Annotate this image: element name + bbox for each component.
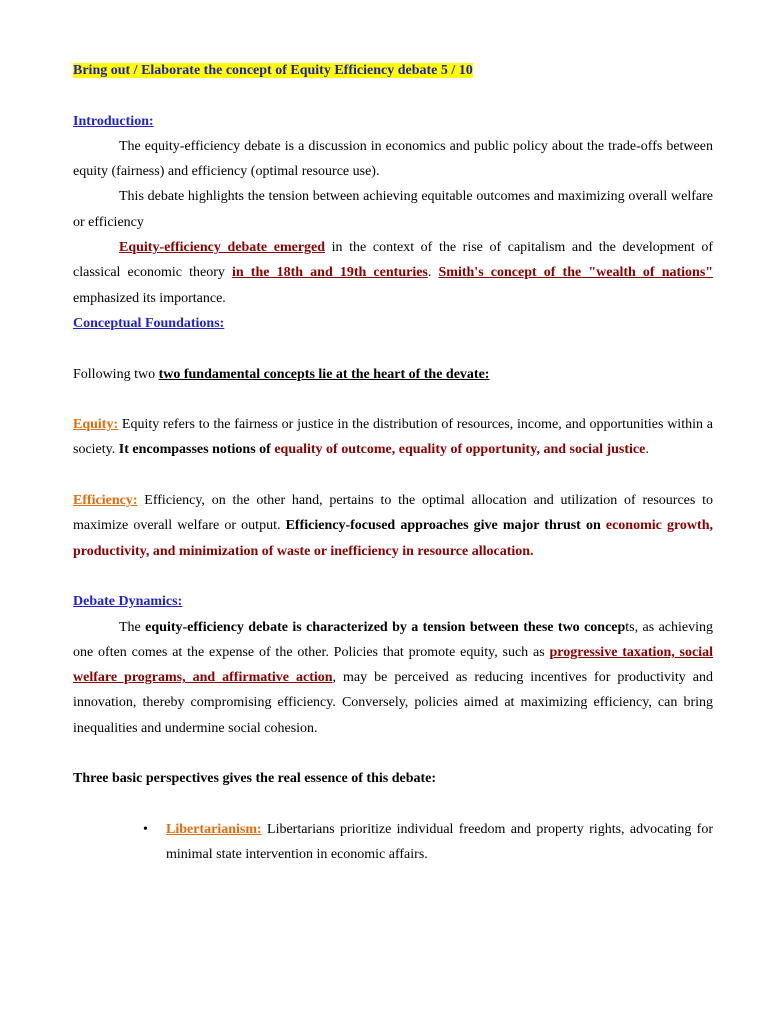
intro-p3-text-1: in the context of the rise of capitalism and the development of classical economic theory bbox=[73, 240, 714, 281]
spacer bbox=[73, 336, 713, 361]
spacer bbox=[73, 387, 713, 412]
conceptual-lead-emphasis: two fundamental concepts lie at the heart of the devate: bbox=[158, 366, 490, 382]
conceptual-lead bbox=[73, 362, 713, 387]
efficiency-bold-text: Efficiency-focused approaches give major thrust on bbox=[285, 518, 606, 534]
dynamics-heading-text: Debate Dynamics: bbox=[73, 594, 183, 610]
list-item bbox=[143, 817, 713, 868]
list-item-label: Libertarianism: bbox=[166, 821, 262, 837]
introduction-heading-text: Introduction: bbox=[73, 113, 154, 129]
dynamics-paragraph bbox=[73, 615, 713, 741]
equity-bold-text: It encompasses notions of bbox=[118, 442, 275, 458]
equity-paragraph bbox=[73, 412, 713, 463]
perspectives-list bbox=[73, 817, 713, 868]
introduction-heading bbox=[73, 109, 713, 134]
intro-paragraph-1: The equity-efficiency debate is a discussion in economics and public policy about the trade-offs between equity (fairness) and efficiency (optimal resource use). bbox=[73, 138, 713, 180]
intro-p3-emphasis-3: Smith's concept of the "wealth of nations" bbox=[438, 265, 714, 281]
equity-end: . bbox=[645, 442, 649, 458]
intro-paragraph-3 bbox=[73, 235, 713, 311]
equity-red-text: equality of outcome, equality of opportunity, and social justice bbox=[274, 442, 646, 458]
equity-text: Equity refers to the fairness or justice in the distribution of resources, income, and opportunities within a society. bbox=[73, 417, 713, 458]
efficiency-text: Efficiency, on the other hand, pertains to the optimal allocation and utilization of resources to maximize overall welfare or output. bbox=[73, 493, 713, 534]
dynamics-text-1: The bbox=[119, 619, 146, 635]
efficiency-paragraph bbox=[73, 488, 713, 564]
equity-label: Equity: bbox=[73, 417, 119, 433]
spacer bbox=[73, 463, 713, 488]
efficiency-red-text: economic growth, productivity, and minimization of waste or inefficiency in resource allocation. bbox=[73, 518, 713, 559]
document-page bbox=[73, 58, 713, 868]
perspectives-heading: Three basic perspectives gives the real essence of this debate: bbox=[73, 771, 437, 787]
intro-p3-emphasis-1: Equity-efficiency debate emerged bbox=[119, 240, 326, 256]
conceptual-lead-text: Following two bbox=[73, 366, 159, 382]
dynamics-bold-text: equity-efficiency debate is characterized by a tension between these two concep bbox=[145, 619, 626, 635]
efficiency-label: Efficiency: bbox=[73, 493, 138, 509]
dynamics-text-3: , may be perceived as reducing incentives for productivity and innovation, thereby compromising efficiency. Conversely, policies aimed at maximizing efficiency, can bring inequalities and undermine social cohesion. bbox=[73, 670, 713, 736]
conceptual-heading bbox=[73, 311, 713, 336]
spacer bbox=[73, 83, 713, 108]
bullet-icon: • bbox=[143, 821, 148, 837]
dynamics-red-text: progressive taxation, social welfare programs, and affirmative action bbox=[73, 644, 713, 686]
spacer bbox=[73, 741, 713, 766]
intro-p3-text-3: emphasized its importance. bbox=[73, 290, 226, 306]
spacer bbox=[73, 792, 713, 817]
dynamics-heading bbox=[73, 589, 713, 614]
spacer bbox=[73, 564, 713, 589]
document-title bbox=[73, 58, 713, 83]
list-item-text: Libertarians prioritize individual freedom and property rights, advocating for minimal state intervention in economic affairs. bbox=[166, 821, 713, 863]
intro-p3-text-2: . bbox=[427, 265, 439, 281]
intro-paragraph-2: This debate highlights the tension between achieving equitable outcomes and maximizing overall welfare or efficiency bbox=[73, 189, 713, 230]
intro-p3-emphasis-2: in the 18th and 19th centuries bbox=[232, 265, 428, 281]
dynamics-text-2: ts, as achieving one often comes at the expense of the other. Policies that promote equity, such as bbox=[73, 619, 713, 660]
title-highlight: Bring out / Elaborate the concept of Equity Efficiency debate 5 / 10 bbox=[73, 63, 473, 78]
conceptual-heading-text: Conceptual Foundations: bbox=[73, 315, 225, 331]
